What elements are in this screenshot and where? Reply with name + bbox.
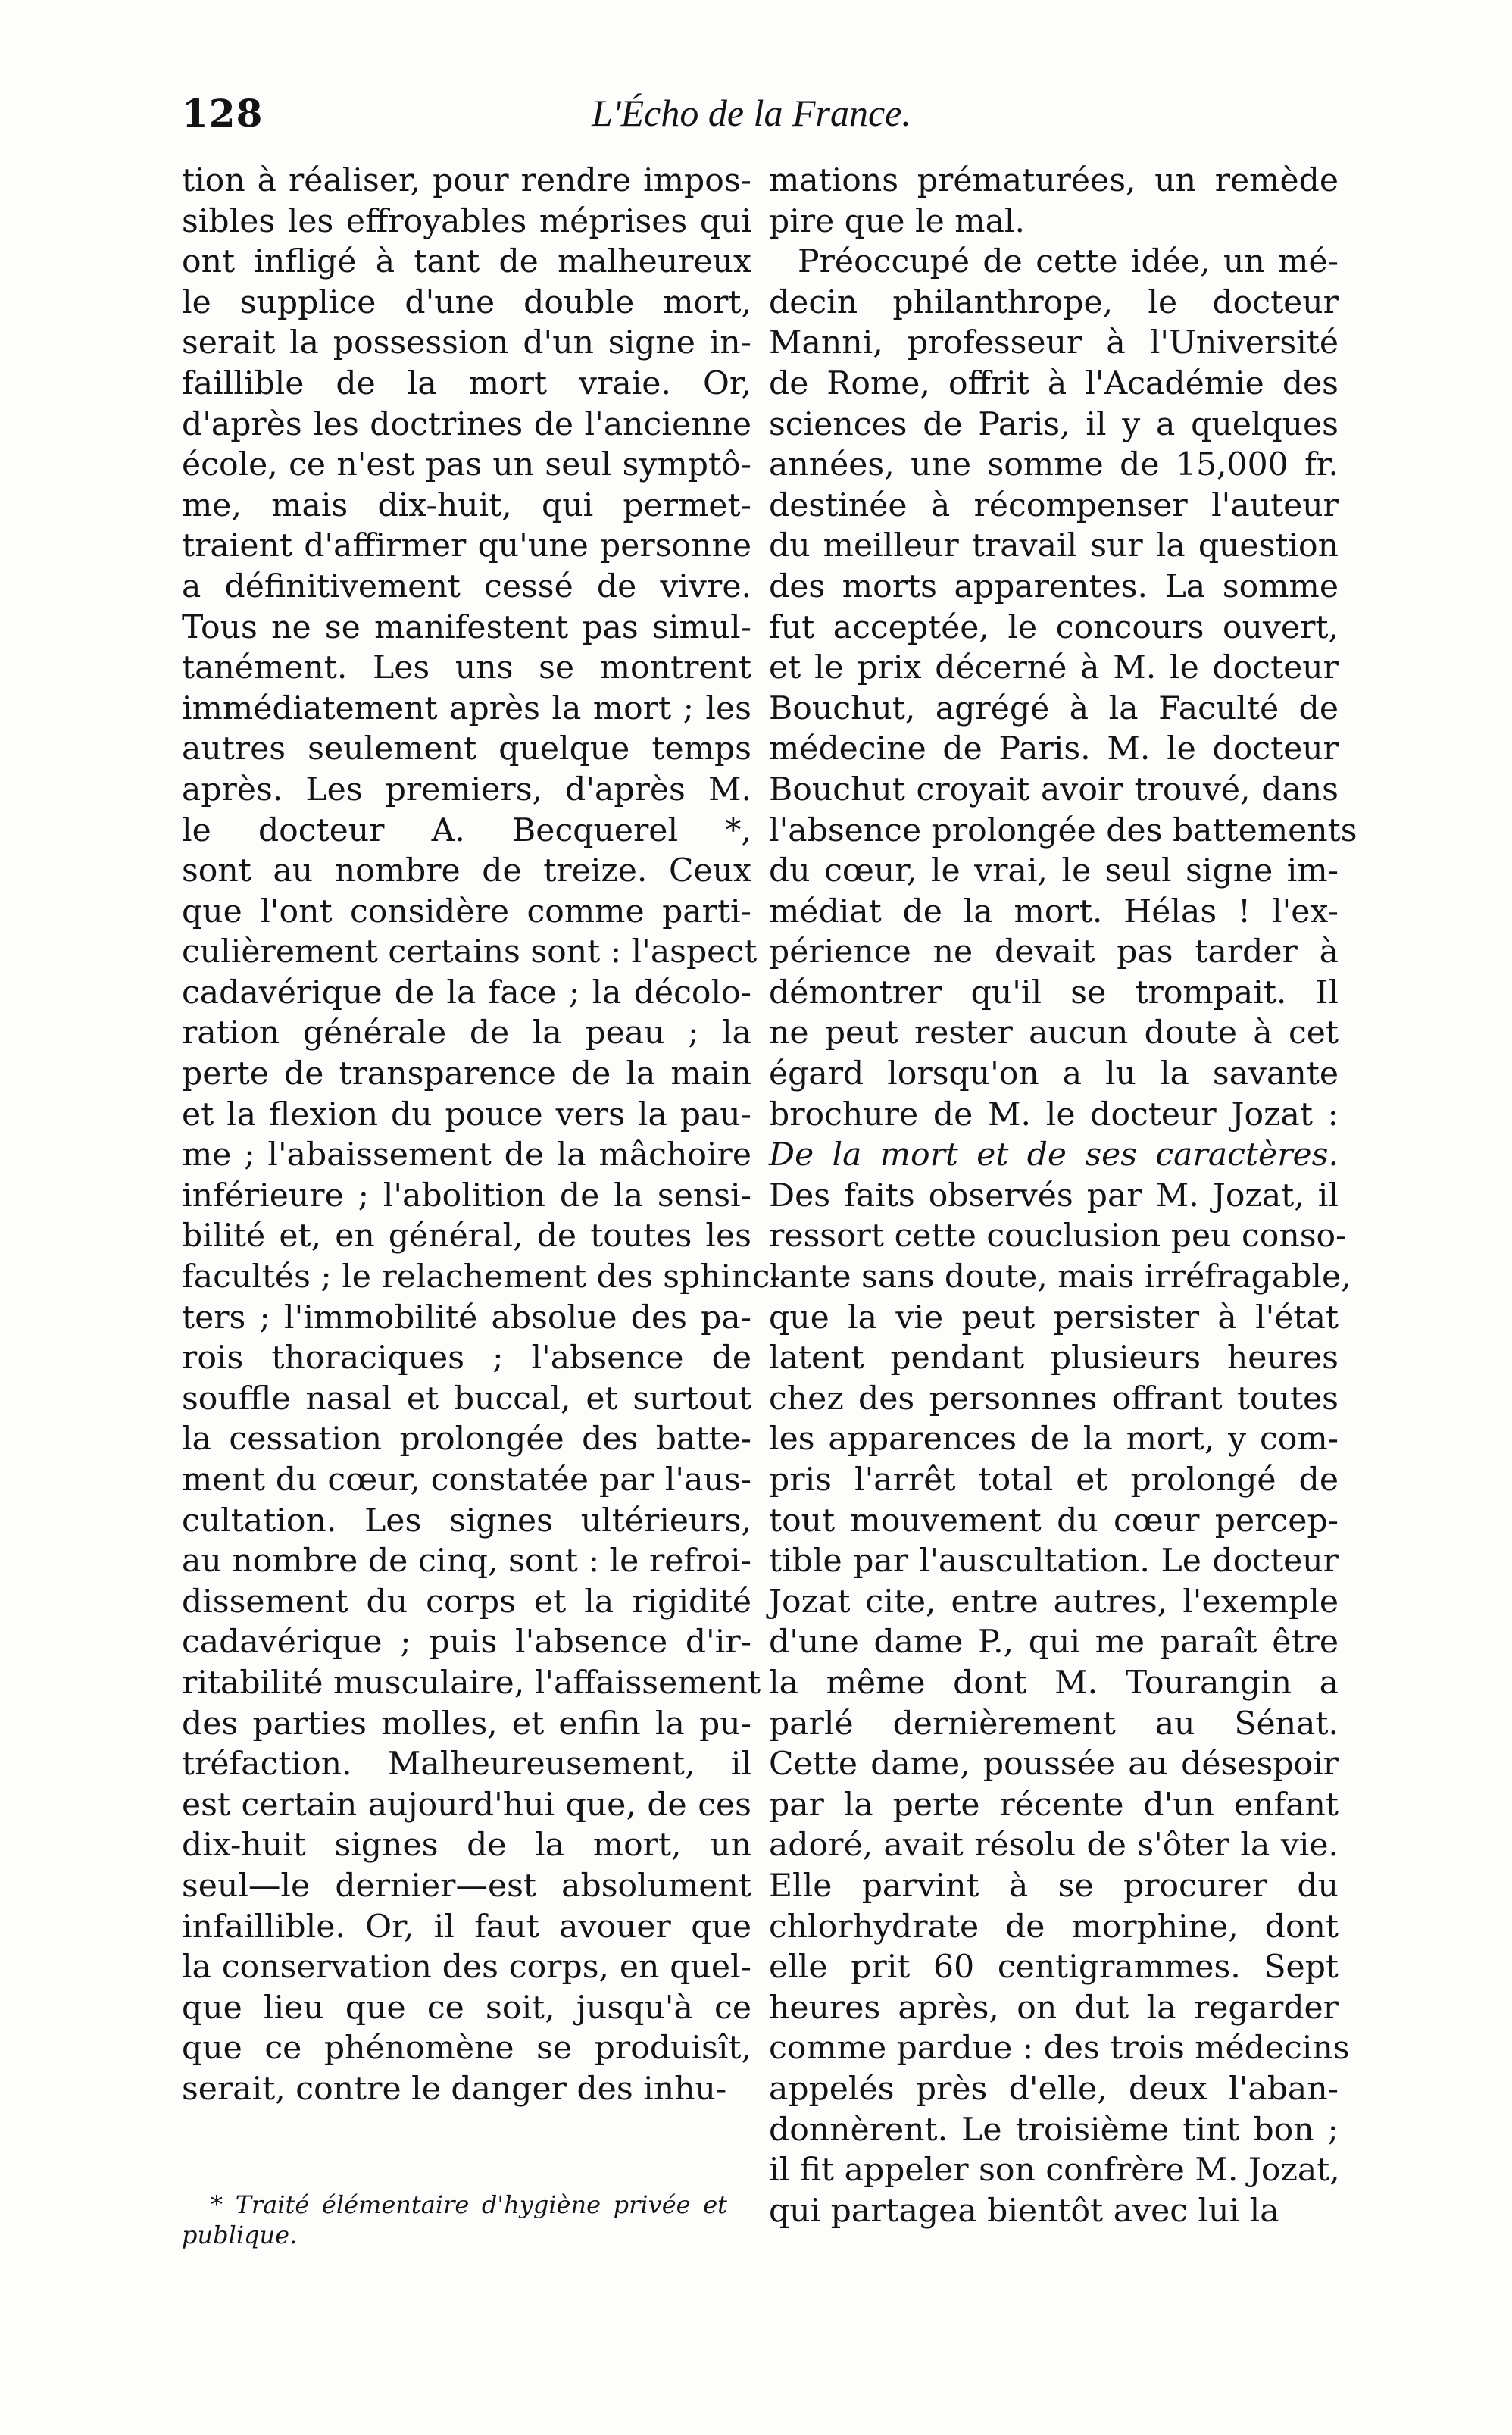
text-line: sibles les effroyables méprises qui xyxy=(182,202,751,240)
text-line: comme pardue : des trois médecins xyxy=(769,2030,1350,2068)
text-line: tion à réaliser, pour rendre impos- xyxy=(182,162,751,199)
text-line: seul—le dernier—est absolument xyxy=(182,1867,751,1905)
text-line: ne peut rester aucun doute à cet xyxy=(769,1014,1339,1052)
text-line: périence ne devait pas tarder à xyxy=(769,933,1339,971)
text-line: tanément. Les uns se montrent xyxy=(182,649,751,687)
text-line: cadavérique de la face ; la décolo- xyxy=(182,974,751,1011)
footnote-line: publique. xyxy=(182,2221,298,2249)
text-line: d'après les doctrines de l'ancienne xyxy=(182,405,751,443)
page-header xyxy=(176,91,1327,152)
left-column xyxy=(182,161,781,2110)
text-line: culièrement certains sont : l'aspect xyxy=(182,933,758,971)
right-column xyxy=(769,161,1357,2231)
text-line: me ; l'abaissement de la mâchoire xyxy=(182,1136,751,1174)
text-line: le supplice d'une double mort, xyxy=(182,283,751,321)
text-line: De la mort et de ses caractères. xyxy=(769,1136,1339,1174)
text-line: que ce phénomène se produisît, xyxy=(182,2030,751,2068)
text-line: médiat de la mort. Hélas ! l'ex- xyxy=(769,892,1339,930)
text-line: Elle parvint à se procurer du xyxy=(769,1867,1339,1905)
text-line: que lieu que ce soit, jusqu'à ce xyxy=(182,1989,751,2027)
text-line: appelés près d'elle, deux l'aban- xyxy=(769,2070,1339,2108)
text-line: mations prématurées, un remède xyxy=(769,162,1339,199)
text-line: d'une dame P., qui me paraît être xyxy=(769,1624,1339,1661)
text-line: dissement du corps et la rigidité xyxy=(182,1583,751,1621)
text-line: par la perte récente d'un enfant xyxy=(769,1786,1339,1824)
text-line: Bouchut, agrégé à la Faculté de xyxy=(769,689,1339,727)
text-line: Préoccupé de cette idée, un mé- xyxy=(798,243,1339,281)
text-line: serait, contre le danger des inhu- xyxy=(182,2070,727,2108)
text-line: cadavérique ; puis l'absence d'ir- xyxy=(182,1624,751,1661)
text-line: fut acceptée, le concours ouvert, xyxy=(769,608,1339,646)
text-line: Bouchut croyait avoir trouvé, dans xyxy=(769,771,1339,808)
text-line: Tous ne se manifestent pas simul- xyxy=(182,608,751,646)
text-line: lante sans doute, mais irréfragable, xyxy=(769,1258,1351,1296)
text-line: chez des personnes offrant toutes xyxy=(769,1380,1339,1418)
text-line: pire que le mal. xyxy=(769,202,1026,240)
text-line: que la vie peut persister à l'état xyxy=(769,1299,1339,1336)
text-line: bilité et, en général, de toutes les xyxy=(182,1218,751,1255)
text-line: inférieure ; l'abolition de la sensi- xyxy=(182,1177,751,1214)
text-line: du meilleur travail sur la question xyxy=(769,527,1339,565)
text-line: la cessation prolongée des batte- xyxy=(182,1421,751,1458)
text-line: est certain aujourd'hui que, de ces xyxy=(182,1786,751,1824)
text-line: immédiatement après la mort ; les xyxy=(182,689,751,727)
text-line: et la flexion du pouce vers la pau- xyxy=(182,1096,751,1133)
text-line: sont au nombre de treize. Ceux xyxy=(182,852,751,890)
text-line: elle prit 60 centigrammes. Sept xyxy=(769,1949,1339,1986)
text-line: perte de transparence de la main xyxy=(182,1055,751,1093)
text-line: infaillible. Or, il faut avouer que xyxy=(182,1908,751,1946)
text-line: cultation. Les signes ultérieurs, xyxy=(182,1502,751,1539)
text-line: Manni, professeur à l'Université xyxy=(769,324,1339,362)
running-title: L'Écho de la France. xyxy=(592,92,911,134)
text-line: la conservation des corps, en quel- xyxy=(182,1949,751,1986)
text-line: a définitivement cessé de vivre. xyxy=(182,567,751,605)
text-line: Cette dame, poussée au désespoir xyxy=(769,1746,1339,1783)
text-line: le docteur A. Becquerel *, xyxy=(182,811,751,849)
text-line: faillible de la mort vraie. Or, xyxy=(182,364,751,402)
text-line: école, ce n'est pas un seul symptô- xyxy=(182,446,751,484)
text-line: destinée à récompenser l'auteur xyxy=(769,486,1339,524)
text-line: tout mouvement du cœur percep- xyxy=(769,1502,1339,1539)
text-line: l'absence prolongée des battements xyxy=(769,811,1357,849)
text-line: pris l'arrêt total et prolongé de xyxy=(769,1461,1339,1499)
text-line: ressort cette couclusion peu conso- xyxy=(769,1218,1347,1255)
footnote xyxy=(182,2190,727,2250)
text-line: et le prix décerné à M. le docteur xyxy=(769,649,1339,687)
text-line: heures après, on dut la regarder xyxy=(769,1989,1339,2027)
text-line: que l'ont considère comme parti- xyxy=(182,892,751,930)
text-line: brochure de M. le docteur Jozat : xyxy=(769,1096,1339,1133)
text-line: tible par l'auscultation. Le docteur xyxy=(769,1543,1339,1580)
text-line: du cœur, le vrai, le seul signe im- xyxy=(769,852,1339,890)
text-line: sciences de Paris, il y a quelques xyxy=(769,405,1339,443)
text-line: des parties molles, et enfin la pu- xyxy=(182,1705,751,1743)
page-number: 128 xyxy=(182,91,264,136)
text-line: la même dont M. Tourangin a xyxy=(769,1664,1339,1702)
text-line: des morts apparentes. La somme xyxy=(769,567,1339,605)
text-line: rois thoraciques ; l'absence de xyxy=(182,1339,751,1377)
text-line: serait la possession d'un signe in- xyxy=(182,324,751,362)
text-line: ment du cœur, constatée par l'aus- xyxy=(182,1461,751,1499)
text-line: facultés ; le relachement des sphinc- xyxy=(182,1258,781,1296)
text-line: donnèrent. Le troisième tint bon ; xyxy=(769,2111,1339,2149)
text-line: il fit appeler son confrère M. Jozat, xyxy=(769,2152,1340,2190)
text-line: égard lorsqu'on a lu la savante xyxy=(769,1055,1339,1093)
text-line: dix-huit signes de la mort, un xyxy=(182,1827,751,1865)
text-line: parlé dernièrement au Sénat. xyxy=(769,1705,1339,1743)
text-line: après. Les premiers, d'après M. xyxy=(182,771,751,808)
text-line: ritabilité musculaire, l'affaissement xyxy=(182,1664,761,1702)
footnote-line: * Traité élémentaire d'hygiène privée et xyxy=(211,2190,727,2219)
text-line: chlorhydrate de morphine, dont xyxy=(769,1908,1339,1946)
text-line: ters ; l'immobilité absolue des pa- xyxy=(182,1299,751,1336)
text-line: decin philanthrope, le docteur xyxy=(769,283,1339,321)
text-line: adoré, avait résolu de s'ôter la vie. xyxy=(769,1827,1339,1865)
text-line: Des faits observés par M. Jozat, il xyxy=(769,1177,1339,1214)
text-line: médecine de Paris. M. le docteur xyxy=(769,730,1339,768)
text-line: années, une somme de 15,000 fr. xyxy=(769,446,1339,484)
text-line: de Rome, offrit à l'Académie des xyxy=(769,364,1339,402)
text-line: au nombre de cinq, sont : le refroi- xyxy=(182,1543,751,1580)
text-line: Jozat cite, entre autres, l'exemple xyxy=(769,1583,1339,1621)
text-line: latent pendant plusieurs heures xyxy=(769,1339,1339,1377)
text-line: traient d'affirmer qu'une personne xyxy=(182,527,751,565)
text-line: démontrer qu'il se trompait. Il xyxy=(769,974,1339,1011)
text-line: ration générale de la peau ; la xyxy=(182,1014,751,1052)
text-line: me, mais dix-huit, qui permet- xyxy=(182,486,751,524)
text-line: les apparences de la mort, y com- xyxy=(769,1421,1339,1458)
text-line: souffle nasal et buccal, et surtout xyxy=(182,1380,751,1418)
text-line: qui partagea bientôt avec lui la xyxy=(769,2192,1279,2230)
text-line: autres seulement quelque temps xyxy=(182,730,751,768)
text-line: ont infligé à tant de malheureux xyxy=(182,243,751,281)
text-line: tréfaction. Malheureusement, il xyxy=(182,1746,751,1783)
